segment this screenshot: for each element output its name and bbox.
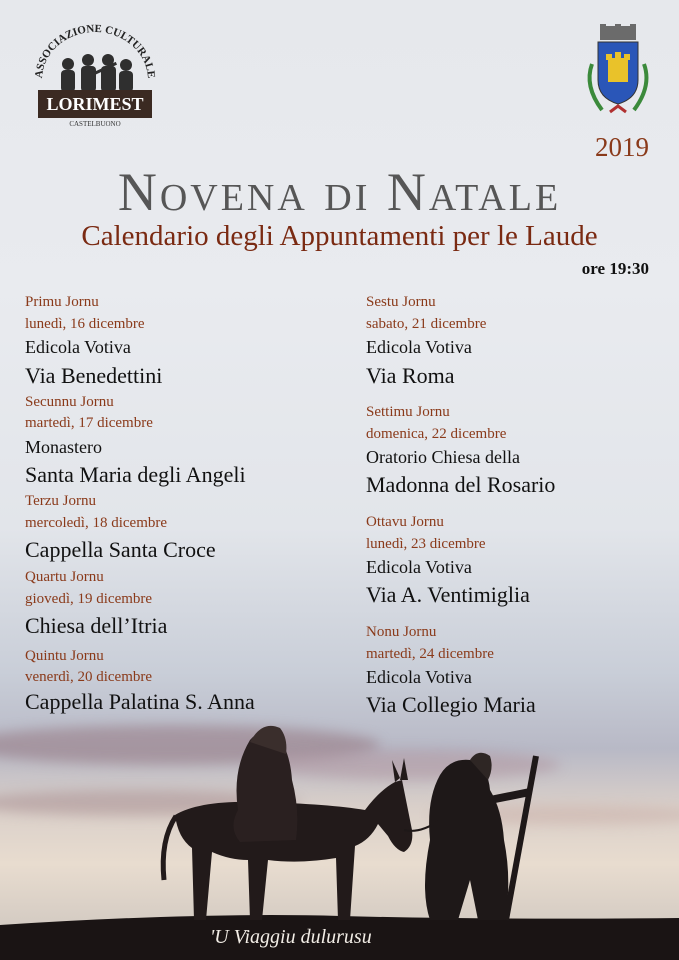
place-name: Madonna del Rosario	[366, 472, 556, 497]
date-label: lunedì, 16 dicembre	[25, 316, 145, 332]
day-label: Settimu Jornu	[366, 404, 450, 420]
event-time: ore 19:30	[581, 259, 649, 278]
association-name: LORIMEST	[46, 94, 144, 114]
town-coat-of-arms	[580, 24, 656, 124]
date-label: mercoledì, 18 dicembre	[25, 515, 168, 531]
place-name: Cappella Santa Croce	[25, 537, 216, 562]
day-label: Quartu Jornu	[25, 569, 104, 585]
place-name: Cappella Palatina S. Anna	[25, 689, 255, 714]
venue-label: Edicola Votiva	[366, 337, 472, 357]
day-label: Terzu Jornu	[25, 493, 97, 509]
place-name: Via A. Ventimiglia	[366, 582, 530, 607]
caption: 'U Viaggiu dulurusu	[210, 926, 372, 948]
venue-label: Edicola Votiva	[366, 667, 472, 687]
date-label: sabato, 21 dicembre	[366, 316, 487, 332]
date-label: giovedì, 19 dicembre	[25, 591, 153, 607]
day-label: Primu Jornu	[25, 294, 99, 310]
place-name: Via Roma	[366, 363, 455, 388]
year: 2019	[595, 132, 649, 162]
day-label: Secunnu Jornu	[25, 394, 114, 410]
place-name: Via Collegio Maria	[366, 692, 536, 717]
venue-label: Oratorio Chiesa della	[366, 447, 520, 467]
day-label: Nonu Jornu	[366, 624, 437, 640]
association-town: CASTELBUONO	[69, 120, 121, 128]
day-label: Quintu Jornu	[25, 648, 104, 664]
nativity-silhouette	[0, 720, 679, 960]
page-subtitle: Calendario degli Appuntamenti per le Laude	[81, 220, 598, 252]
page-title: Novena di Natale	[117, 162, 562, 222]
date-label: domenica, 22 dicembre	[366, 426, 507, 442]
coat-of-arms-icon	[580, 24, 656, 124]
date-label: lunedì, 23 dicembre	[366, 536, 486, 552]
date-label: martedì, 24 dicembre	[366, 646, 494, 662]
day-label: Ottavu Jornu	[366, 514, 444, 530]
association-logo-graphic	[30, 22, 160, 132]
place-name: Chiesa dell’Itria	[25, 613, 168, 638]
date-label: venerdì, 20 dicembre	[25, 669, 153, 685]
date-label: martedì, 17 dicembre	[25, 415, 153, 431]
place-name: Via Benedettini	[25, 363, 163, 388]
venue-label: Edicola Votiva	[25, 337, 131, 357]
place-name: Santa Maria degli Angeli	[25, 462, 246, 487]
association-logo	[30, 22, 160, 132]
venue-label: Monastero	[25, 437, 102, 457]
association-arc-text: ASSOCIAZIONE CULTURALE	[32, 22, 158, 79]
day-label: Sestu Jornu	[366, 294, 436, 310]
venue-label: Edicola Votiva	[366, 557, 472, 577]
